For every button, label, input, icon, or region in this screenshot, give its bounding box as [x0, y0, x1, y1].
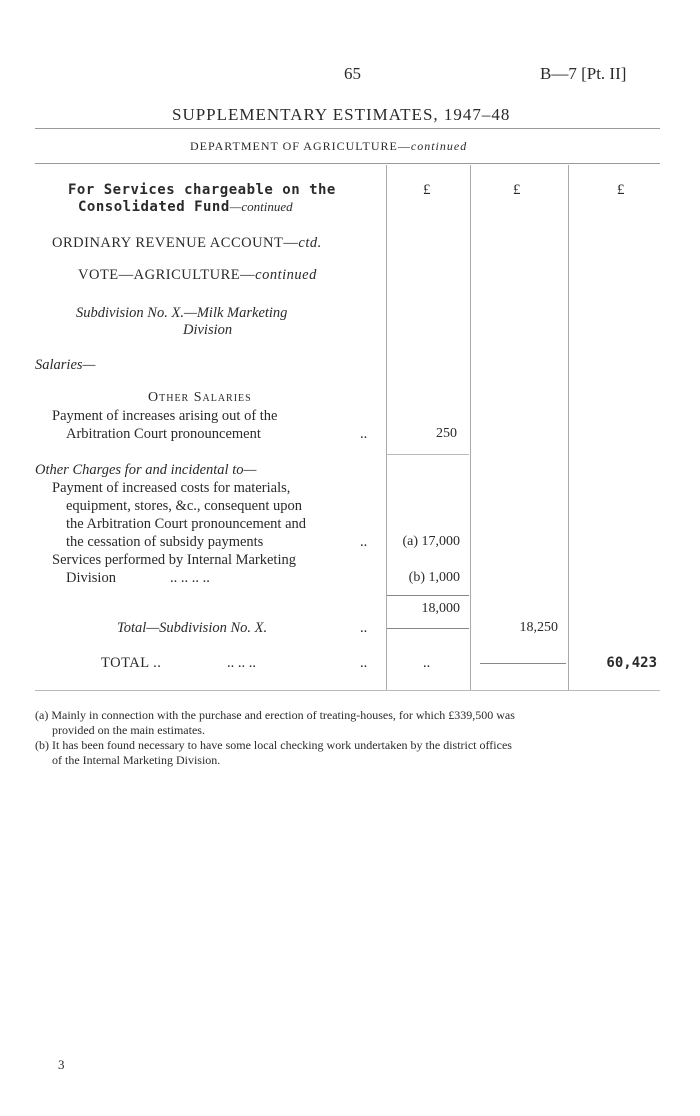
services-leader-dots: .. .. .. .. [170, 570, 210, 586]
footnote-b-line1: (b) It has been found necessary to have some local checking work undertaken by the district offices [35, 738, 512, 752]
total-subdivision-label: Total—Subdivision No. X. [117, 620, 268, 636]
column-divider-1 [386, 165, 387, 690]
salaries-heading: Salaries— [35, 357, 96, 373]
department-heading: DEPARTMENT OF AGRICULTURE—continued [190, 139, 468, 153]
grand-total-amount: 60,423 [606, 655, 657, 671]
materials-line3: the Arbitration Court pronouncement and [66, 516, 307, 532]
column-divider-2 [470, 165, 471, 690]
document-reference: B—7 [Pt. II] [540, 64, 627, 83]
subdivision-heading-line2: Division [183, 322, 233, 338]
table-heading-line1: For Services chargeable on the [68, 182, 336, 198]
payment-line2: Arbitration Court pronouncement [66, 426, 261, 442]
col1-separator-rule [387, 454, 469, 455]
services-amount: (b) 1,000 [408, 570, 460, 585]
materials-line4: the cessation of subsidy payments [66, 534, 264, 550]
currency-symbol-col3: £ [617, 182, 625, 198]
materials-amount: (a) 17,000 [402, 534, 460, 549]
services-line2: Division [66, 570, 116, 586]
payment-amount: 250 [436, 426, 457, 441]
subdivision-heading-line1: Subdivision No. X.—Milk Marketing [76, 305, 288, 321]
materials-leader-dots: .. [360, 534, 368, 550]
payment-leader-dots: .. [360, 426, 368, 442]
materials-line2: equipment, stores, &c., consequent upon [66, 498, 302, 514]
grand-total-label: TOTAL .. [101, 655, 162, 671]
grand-total-col1-dots: .. [423, 655, 431, 671]
table-top-rule [35, 163, 660, 164]
page-title: SUPPLEMENTARY ESTIMATES, 1947–48 [172, 105, 511, 124]
grand-total-col2-rule [480, 663, 566, 664]
signature-mark: 3 [58, 1057, 65, 1072]
footnote-a-line1: (a) Mainly in connection with the purchase and erection of treating-houses, for which £339,500 was [35, 708, 515, 722]
vote-heading: VOTE—AGRICULTURE—continued [78, 267, 317, 283]
total-subdivision-rule [387, 628, 469, 629]
account-heading: ORDINARY REVENUE ACCOUNT—ctd. [52, 235, 322, 251]
table-heading-line2: Consolidated Fund—continued [78, 199, 293, 215]
currency-symbol-col1: £ [423, 182, 431, 198]
table-bottom-rule [35, 690, 660, 691]
footnote-a-line2: provided on the main estimates. [52, 723, 205, 737]
other-charges-heading: Other Charges for and incidental to— [35, 462, 257, 478]
currency-symbol-col2: £ [513, 182, 521, 198]
total-subdivision-leader-dots: .. [360, 620, 368, 636]
other-salaries-heading: Other Salaries [148, 390, 252, 405]
footnote-b-line2: of the Internal Marketing Division. [52, 753, 221, 767]
subtotal-amount: 18,000 [421, 601, 460, 616]
total-subdivision-amount: 18,250 [519, 620, 558, 635]
grand-total-leader-dots: .. .. .. [227, 655, 256, 671]
title-rule [35, 128, 660, 129]
grand-total-leader-dots-end: .. [360, 655, 368, 671]
services-line1: Services performed by Internal Marketing [52, 552, 296, 568]
page-number: 65 [344, 64, 361, 83]
payment-line1: Payment of increases arising out of the [52, 408, 278, 424]
column-divider-3 [568, 165, 569, 690]
materials-line1: Payment of increased costs for materials, [52, 480, 291, 496]
subtotal-rule [387, 595, 469, 596]
